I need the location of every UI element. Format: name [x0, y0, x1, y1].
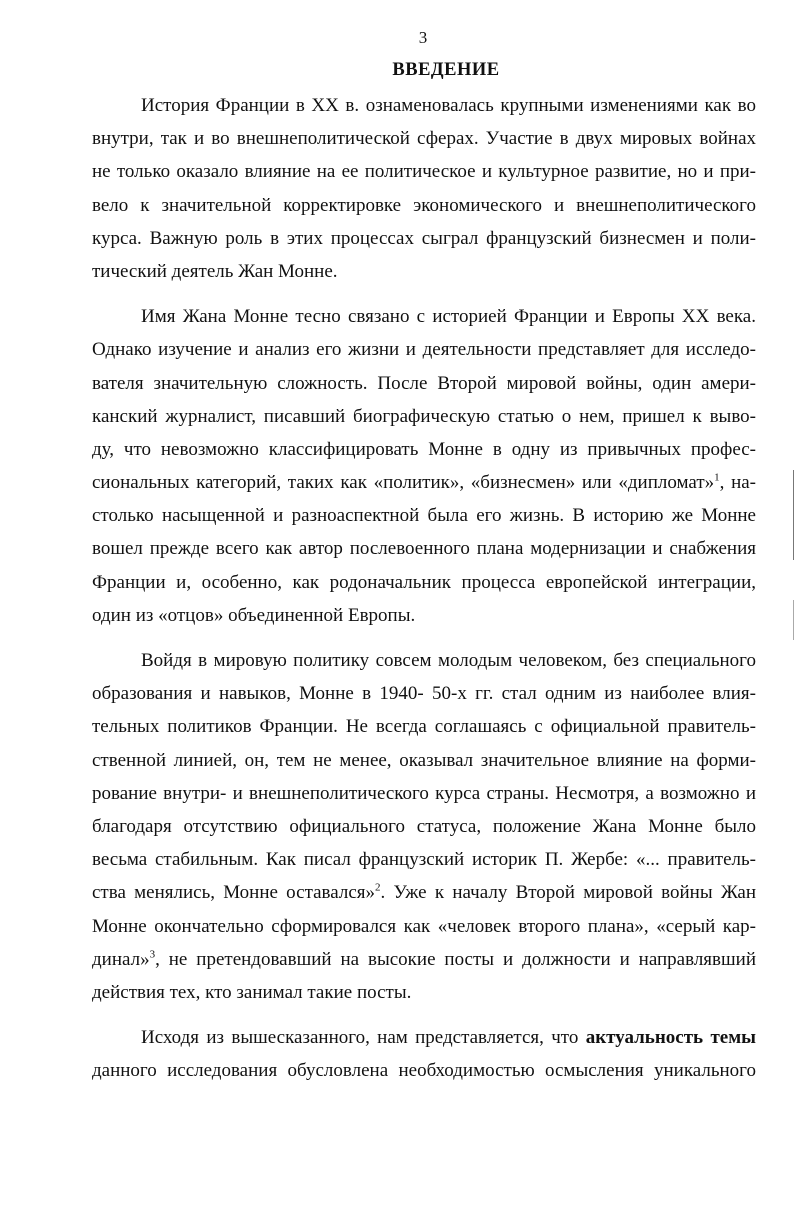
- text-line: не только оказало влияние на ее политическое и культурное развитие, но и при-: [92, 161, 756, 183]
- text-line: вошел прежде всего как автор послевоенного плана модернизации и снабжения: [92, 538, 756, 560]
- footnote-ref: 1: [714, 471, 720, 484]
- footnote-ref: 3: [149, 948, 156, 961]
- scan-margin-mark: [793, 600, 794, 640]
- text-line: ственной линией, он, тем не менее, оказывал значительное влияние на форми-: [92, 749, 756, 771]
- body-text: [92, 89, 756, 1087]
- text-line: тический деятель Жан Монне.: [92, 260, 338, 282]
- text-line: динал»$^3$, не претендовавший на высокие посты и должности и направлявший: [92, 948, 756, 970]
- text-line: благодаря отсутствию официального статуса, положение Жана Монне было: [92, 815, 756, 837]
- text-line: вело к значительной корректировке экономического и внешнеполитического: [92, 194, 756, 216]
- text-line: Однако изучение и анализ его жизни и деятельности представляет для исследо-: [92, 339, 756, 361]
- text-line: канский журналист, писавший биографическую статью о нем, пришел к выво-: [92, 405, 756, 427]
- text-line: один из «отцов» объединенной Европы.: [92, 604, 416, 626]
- text-line: ду, что невозможно классифицировать Монне в одну из привычных профес-: [92, 438, 756, 460]
- text-line: курса. Важную роль в этих процессах сыграл французский бизнесмен и поли-: [92, 227, 756, 249]
- page-number: 3: [418, 28, 428, 47]
- text-line: рование внутри- и внешнеполитического курса страны. Несмотря, а возможно и: [92, 782, 756, 804]
- text-line: внутри, так и во внешнеполитической сферах. Участие в двух мировых войнах: [92, 128, 756, 150]
- text-line: История Франции в XX в. ознаменовалась крупными изменениями как во: [141, 95, 756, 116]
- text-line: весьма стабильным. Как писал французский историк П. Жербе: «... правитель-: [92, 849, 756, 871]
- text-line: Исходя из вышесказанного, нам представляется, что актуальность темы: [141, 1027, 756, 1049]
- text-line: столько насыщенной и разноаспектной была его жизнь. В историю же Монне: [92, 505, 756, 527]
- text-line: образования и навыков, Монне в 1940- 50-х гг. стал одним из наиболее влия-: [92, 683, 756, 705]
- footnote-ref: 2: [375, 881, 381, 894]
- text-line: действия тех, кто занимал такие посты.: [92, 981, 412, 1003]
- text-line: ства менялись, Монне оставался»$^2$. Уже к началу Второй мировой войны Жан: [92, 881, 756, 904]
- text-line: Имя Жана Монне тесно связано с историей Франции и Европы XX века.: [141, 306, 756, 328]
- page-heading: ВВЕДЕНИЕ: [392, 60, 500, 80]
- text-line: сиональных категорий, таких как «политик», «бизнесмен» или «дипломат»$^1$, на-: [92, 471, 756, 494]
- bold-term: актуальность темы: [585, 1027, 756, 1049]
- scan-margin-mark: [793, 470, 794, 560]
- text-line: Франции и, особенно, как родоначальник процесса европейской интеграции,: [92, 571, 756, 593]
- text-line: данного исследования обусловлена необходимостью осмысления уникального: [92, 1060, 756, 1082]
- text-line: тельных политиков Франции. Не всегда соглашаясь с официальной правитель-: [92, 716, 756, 738]
- text-line: вателя значительную сложность. После Второй мировой войны, один амери-: [92, 372, 756, 394]
- text-line: Монне окончательно сформировался как «человек второго плана», «серый кар-: [92, 915, 756, 937]
- text-line: Войдя в мировую политику совсем молодым человеком, без специального: [141, 650, 756, 671]
